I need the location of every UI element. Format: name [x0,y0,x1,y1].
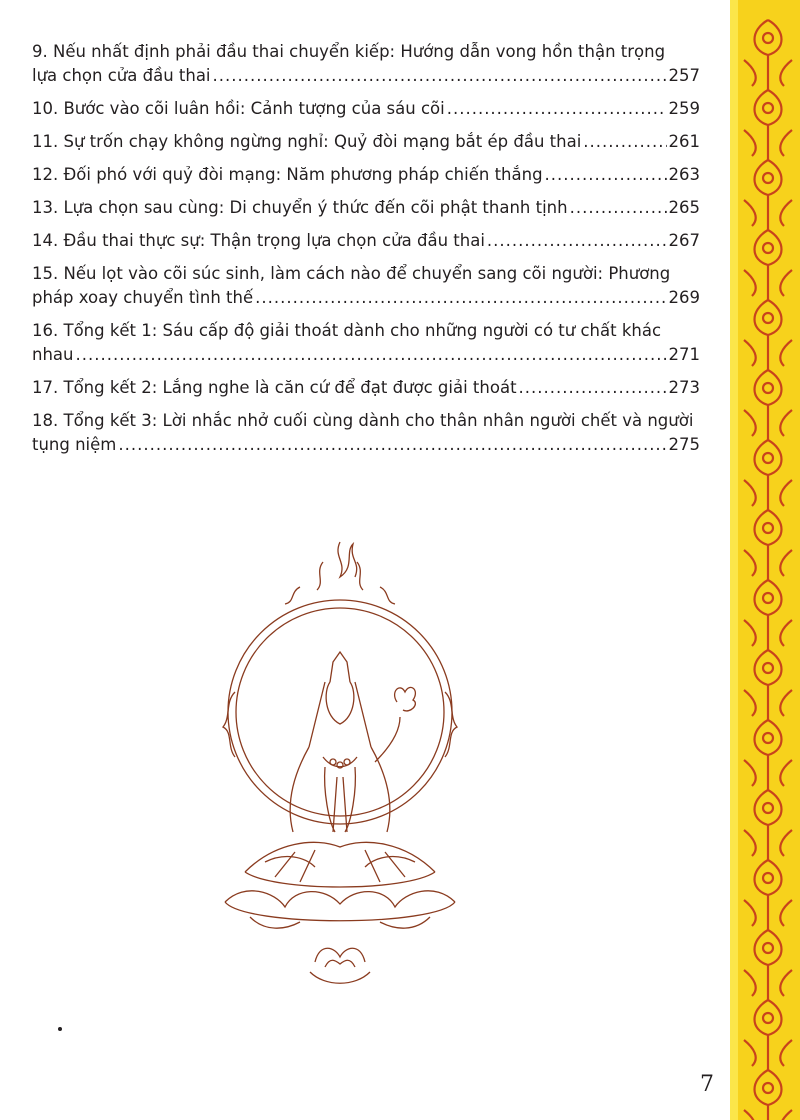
page-number: 7 [700,1072,714,1097]
ink-speck [58,1027,62,1031]
toc-entry-title: lựa chọn cửa đầu thai [32,66,211,85]
toc-entry-title: 9. Nếu nhất định phải đầu thai chuyển kiếp: Hướng dẫn vong hồn thận trọng [32,42,666,61]
toc-entry [32,262,700,310]
toc-page-number: 259 [668,99,700,118]
dot-leader [583,130,666,154]
toc-entry [32,196,700,220]
toc-entry-title: 13. Lựa chọn sau cùng: Di chuyển ý thức đến cõi phật thanh tịnh [32,198,568,217]
toc-entry-title: 15. Nếu lọt vào cõi súc sinh, làm cách nào để chuyển sang cõi người: Phương [32,264,671,283]
dot-leader [545,163,667,187]
dot-leader [75,343,666,367]
toc-page-number: 275 [668,435,700,454]
dot-leader [213,64,667,88]
dot-leader [519,376,667,400]
dot-leader [447,97,667,121]
toc-entry [32,409,700,457]
toc-entry [32,376,700,400]
toc-entry [32,40,700,88]
toc-page-number: 257 [668,66,700,85]
toc-entry-title: tụng niệm [32,435,117,454]
toc-entry [32,229,700,253]
toc-page-number: 273 [668,378,700,397]
toc-page-number: 261 [668,132,700,151]
decorative-border [730,0,800,1120]
toc-entry [32,97,700,121]
table-of-contents [32,40,700,466]
toc-entry [32,163,700,187]
toc-page-number: 269 [668,288,700,307]
toc-entry-title: 10. Bước vào cõi luân hồi: Cảnh tượng của sáu cõi [32,99,445,118]
toc-entry-title: pháp xoay chuyển tình thế [32,288,254,307]
toc-entry-title: 12. Đối phó với quỷ đòi mạng: Năm phương pháp chiến thắng [32,165,543,184]
toc-entry-title: 18. Tổng kết 3: Lời nhắc nhở cuối cùng dành cho thân nhân người chết và người [32,411,694,430]
dot-leader [570,196,667,220]
toc-entry-title: 11. Sự trốn chạy không ngừng nghỉ: Quỷ đòi mạng bắt ép đầu thai [32,132,582,151]
dot-leader [487,229,667,253]
dot-leader [255,286,666,310]
toc-entry-title: nhau [32,345,74,364]
toc-entry [32,319,700,367]
toc-page-number: 263 [668,165,700,184]
toc-entry-title: 16. Tổng kết 1: Sáu cấp độ giải thoát dành cho những người có tư chất khác [32,321,662,340]
toc-entry-title: 14. Đầu thai thực sự: Thận trọng lựa chọn cửa đầu thai [32,231,485,250]
bodhisattva-illustration [205,532,475,992]
toc-page-number: 265 [668,198,700,217]
toc-entry-title: 17. Tổng kết 2: Lắng nghe là căn cứ để đạt được giải thoát [32,378,517,397]
toc-page-number: 267 [668,231,700,250]
toc-page-number: 271 [668,345,700,364]
dot-leader [118,433,666,457]
toc-entry [32,130,700,154]
